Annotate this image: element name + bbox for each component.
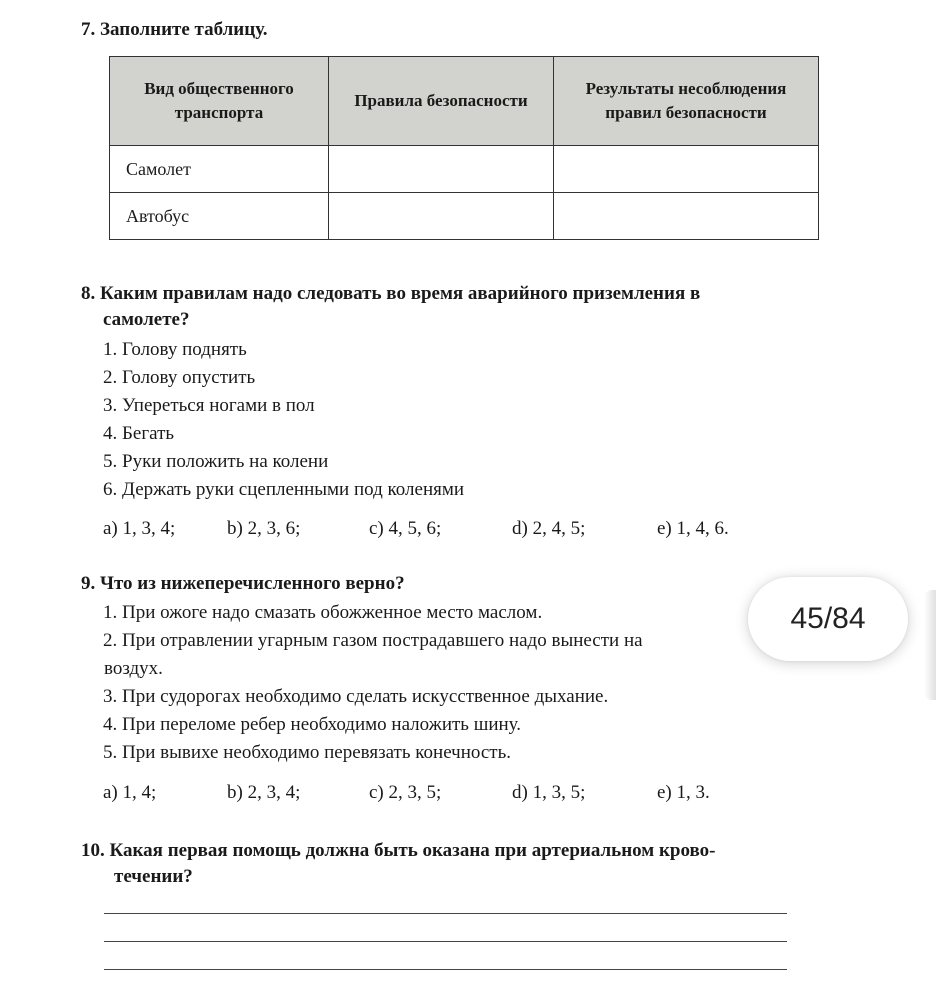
answer-option-d[interactable]: d) 2, 4, 5;: [512, 518, 586, 539]
fill-in-table: [109, 56, 819, 240]
list-item: 3. При судорогах необходимо сделать искусственное дыхание.: [103, 686, 609, 707]
question-number: 10.: [81, 840, 105, 861]
answer-option-b[interactable]: b) 2, 3, 6;: [227, 518, 301, 539]
question-text-line1: Какая первая помощь должна быть оказана при артериальном крово-: [109, 840, 716, 861]
answer-line[interactable]: [104, 969, 787, 970]
answer-option-a[interactable]: a) 1, 3, 4;: [103, 518, 176, 539]
table-cell-empty[interactable]: [329, 146, 554, 193]
table-cell: Автобус: [110, 193, 329, 240]
question-text-line2: самолете?: [103, 309, 190, 330]
question-9-title: 9. Что из нижеперечисленного верно?: [81, 573, 405, 594]
list-item: 2. Голову опустить: [103, 367, 256, 388]
list-item: 4. Бегать: [103, 423, 175, 444]
answer-line[interactable]: [104, 913, 787, 914]
question-9-options: [103, 599, 643, 767]
answer-option-b[interactable]: b) 2, 3, 4;: [227, 782, 301, 803]
page-indicator-badge: 45/84: [748, 577, 908, 661]
answer-option-c[interactable]: c) 4, 5, 6;: [369, 518, 442, 539]
list-item: 4. При переломе ребер необходимо наложить шину.: [103, 714, 522, 735]
question-8-answers: [103, 515, 803, 543]
question-text-line2: течении?: [114, 866, 193, 887]
question-7-title: 7. Заполните таблицу.: [81, 19, 268, 40]
scroll-edge-shadow: [924, 590, 936, 700]
answer-option-a[interactable]: a) 1, 4;: [103, 782, 157, 803]
question-10-title: [81, 838, 821, 890]
question-8-options: [103, 336, 464, 504]
list-item: 1. Голову поднять: [103, 339, 247, 360]
list-item-continuation: воздух.: [104, 658, 163, 679]
table-header-consequences: Результаты несоблюдения правил безопасности: [554, 57, 819, 146]
question-number: 8.: [81, 283, 96, 304]
table-row: [110, 146, 819, 193]
answer-option-d[interactable]: d) 1, 3, 5;: [512, 782, 586, 803]
answer-line[interactable]: [104, 941, 787, 942]
question-text-line1: Каким правилам надо следовать во время аварийного приземления в: [100, 283, 701, 304]
list-item: 3. Упереться ногами в пол: [103, 395, 315, 416]
table-header-safety-rules: Правила безопасности: [329, 57, 554, 146]
table-cell-empty[interactable]: [554, 193, 819, 240]
list-item: 6. Держать руки сцепленными под коленями: [103, 479, 465, 500]
table-header-transport-type: Вид общественного транспорта: [110, 57, 329, 146]
list-item: 5. Руки положить на колени: [103, 451, 329, 472]
table-row: [110, 193, 819, 240]
answer-option-c[interactable]: c) 2, 3, 5;: [369, 782, 442, 803]
table-cell-empty[interactable]: [329, 193, 554, 240]
question-8-title: [81, 281, 821, 333]
answer-option-e[interactable]: e) 1, 4, 6.: [657, 518, 729, 539]
list-item: 1. При ожоге надо смазать обожженное место маслом.: [103, 602, 543, 623]
list-item: 2. При отравлении угарным газом пострадавшего надо вынести на: [103, 630, 643, 651]
answer-option-e[interactable]: e) 1, 3.: [657, 782, 710, 803]
question-9-answers: [103, 779, 803, 807]
table-cell-empty[interactable]: [554, 146, 819, 193]
table-cell: Самолет: [110, 146, 329, 193]
list-item: 5. При вывихе необходимо перевязать конечность.: [103, 742, 512, 763]
